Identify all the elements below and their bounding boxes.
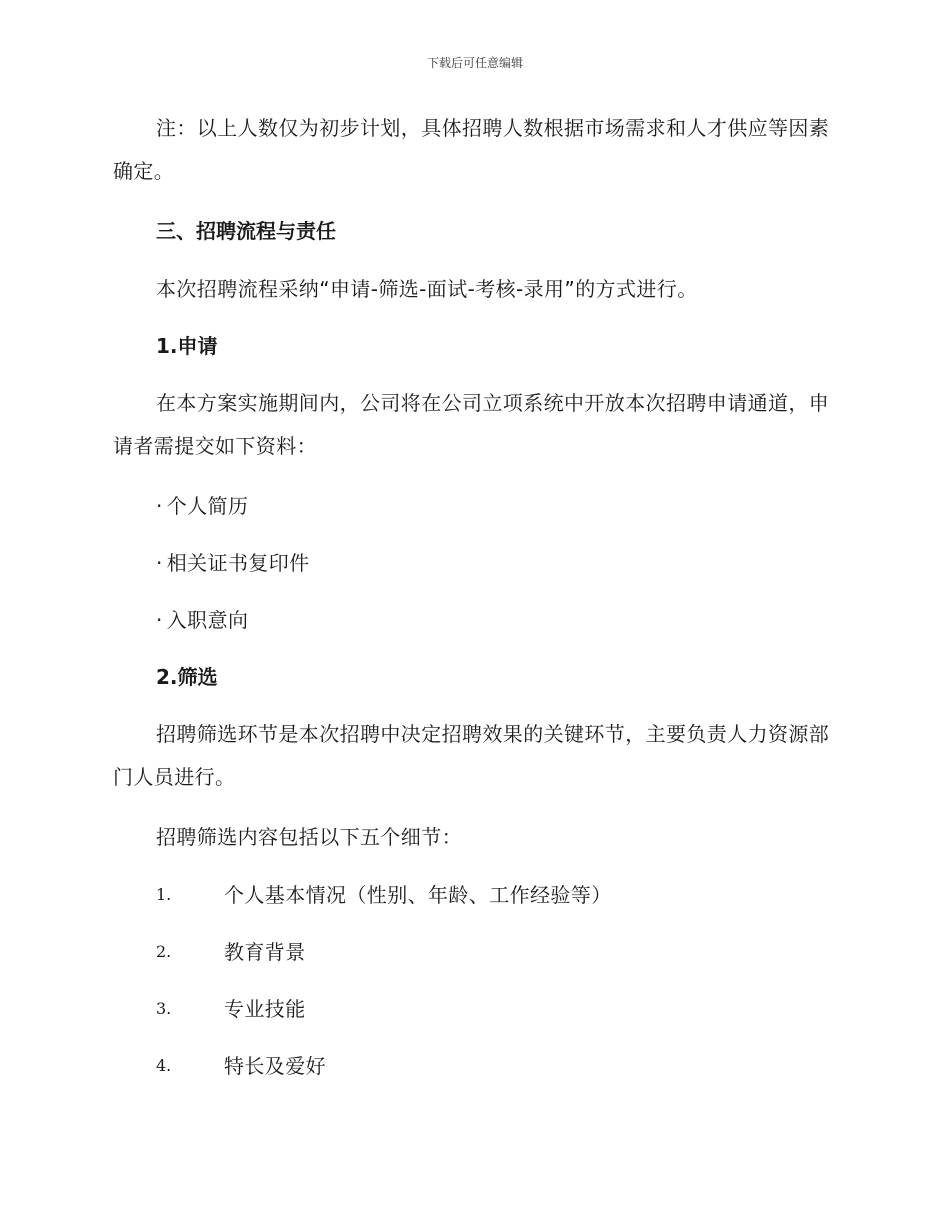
subsection-heading-apply: 1.申请: [156, 334, 218, 358]
page-header: 下载后可任意编辑: [426, 56, 523, 70]
bullet-item: [156, 548, 310, 578]
bullet-dot: ·: [156, 608, 163, 632]
bullet-dot: ·: [156, 494, 163, 518]
numbered-item: [156, 994, 306, 1024]
bullet-item: [156, 491, 248, 521]
item-text: 教育背景: [224, 940, 306, 964]
apply-paragraph: 在本方案实施期间内，公司将在公司立项系统中开放本次招聘申请通道，申请者需提交如下资料：: [113, 391, 830, 458]
subsection-heading-screening: 2.筛选: [156, 665, 218, 689]
item-text: 专业技能: [224, 997, 306, 1021]
section-heading: 三、招聘流程与责任: [156, 219, 336, 243]
item-number: 3.: [156, 999, 172, 1018]
numbered-item: [156, 1051, 326, 1081]
item-text: 个人基本情况（性别、年龄、工作经验等）: [224, 883, 612, 907]
numbered-item: [156, 880, 612, 910]
intro-paragraph: 本次招聘流程采纳“申请-筛选-面试-考核-录用”的方式进行。: [156, 277, 698, 301]
item-number: 4.: [156, 1056, 172, 1075]
bullet-text: 个人简历: [166, 494, 249, 518]
item-number: 2.: [156, 942, 172, 961]
screening-paragraph: 招聘筛选环节是本次招聘中决定招聘效果的关键环节，主要负责人力资源部门人员进行。: [113, 722, 830, 789]
screening-list-intro: 招聘筛选内容包括以下五个细节：: [156, 825, 462, 849]
item-number: 1.: [156, 885, 172, 904]
bullet-text: 入职意向: [166, 608, 249, 632]
numbered-item: [156, 937, 306, 967]
item-text: 特长及爱好: [224, 1054, 326, 1078]
bullet-text: 相关证书复印件: [166, 551, 310, 575]
bullet-item: [156, 605, 248, 635]
bullet-dot: ·: [156, 551, 163, 575]
note-paragraph: 注：以上人数仅为初步计划，具体招聘人数根据市场需求和人才供应等因素确定。: [113, 116, 830, 183]
